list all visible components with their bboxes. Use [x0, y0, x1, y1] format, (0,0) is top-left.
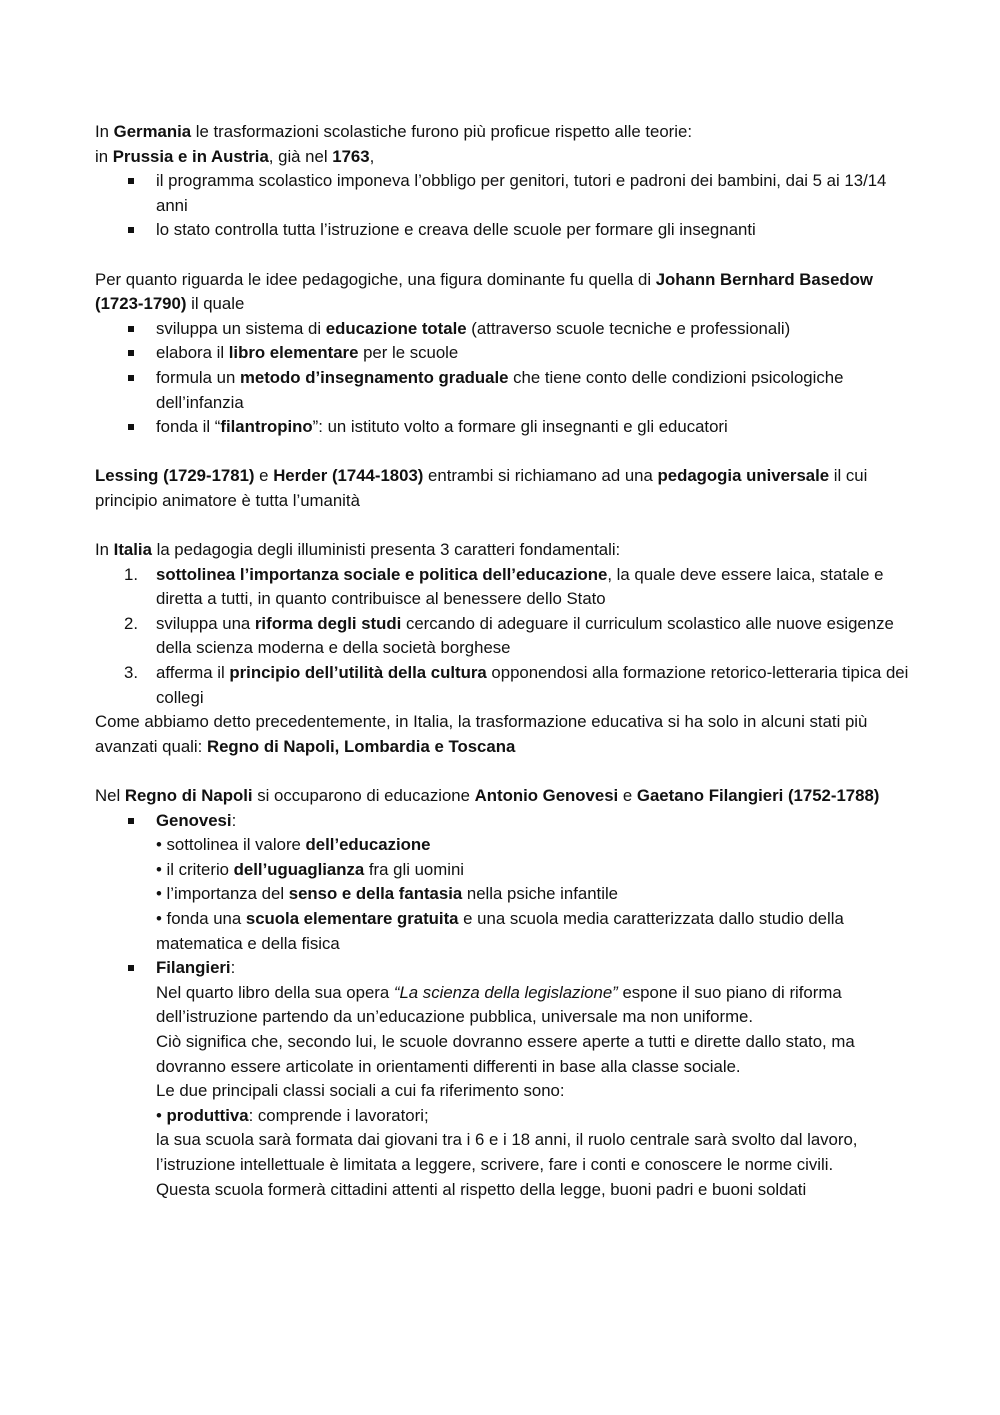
genovesi-heading: [156, 809, 910, 834]
genovesi-point: [156, 833, 910, 858]
filangieri-line: [156, 1079, 910, 1104]
italia-intro: [95, 538, 910, 563]
text-run: sviluppa un sistema di: [156, 318, 326, 338]
text-run: •: [156, 1105, 167, 1125]
text-run: afferma il: [156, 663, 230, 683]
list-number: 1.: [124, 564, 138, 584]
text-run: Genovesi: [156, 810, 232, 830]
genovesi-point: [156, 882, 910, 907]
filangieri-line: [156, 1128, 910, 1177]
text-run: dell’educazione: [305, 835, 431, 855]
text-run: si occuparono di educazione: [252, 786, 475, 806]
text-run: la pedagogia degli illuministi presenta 3 caratteri fondamentali:: [151, 540, 621, 560]
list-item: [95, 218, 910, 243]
text-run: metodo d’insegnamento graduale: [239, 367, 509, 387]
text-run: principio dell’utilità della cultura: [229, 663, 487, 683]
text-run: filantropino: [220, 417, 313, 437]
text-run: fra gli uomini: [364, 859, 465, 879]
text-run: • l’importanza del: [156, 884, 289, 904]
text-run: fonda il “: [156, 417, 221, 437]
text-run: , la quale deve essere laica, statale e diretta a tutti, in quanto contribuisce al benessere dello Stato: [156, 564, 884, 609]
list-item: [95, 612, 910, 661]
text-run: riforma degli studi: [254, 613, 402, 633]
text-run: Herder (1744-1803): [273, 466, 424, 486]
text-run: produttiva: [166, 1105, 249, 1125]
list-number: 2.: [124, 613, 138, 633]
list-item-text: [156, 614, 894, 658]
napoli-bullet-list: [95, 809, 910, 1203]
list-item-text: [156, 565, 883, 609]
text-run: Lessing (1729-1781): [95, 466, 255, 486]
text-run: Nel: [95, 786, 125, 806]
text-run: • sottolinea il valore: [156, 835, 306, 855]
text-run: ”: un istituto volto a formare gli insegnanti e gli educatori: [312, 417, 728, 437]
text-run: le trasformazioni scolastiche furono più proficue rispetto alle teorie:: [191, 122, 692, 141]
filangieri-line: [156, 1104, 910, 1129]
text-run: ,: [369, 146, 375, 166]
text-run: Italia: [113, 540, 152, 560]
list-item: [95, 341, 910, 366]
list-number: 3.: [124, 663, 138, 683]
text-run: Regno di Napoli, Lombardia e Toscana: [206, 736, 516, 756]
text-run: sviluppa una: [156, 613, 255, 633]
text-run: il programma scolastico imponeva l’obbligo per genitori, tutori e padroni dei bambini, dai 5 ai 13/14 anni: [156, 171, 887, 215]
text-run: Gaetano Filangieri (1752-1788): [636, 786, 880, 806]
text-run: :: [230, 958, 236, 978]
text-run: il cui principio animatore è tutta l’umanità: [95, 466, 868, 510]
text-run: (attraverso scuole tecniche e professionali): [466, 318, 791, 338]
text-run: Per quanto riguarda le idee pedagogiche, una figura dominante fu quella di: [95, 269, 656, 289]
text-run: In: [95, 540, 114, 560]
text-run: :: [231, 810, 237, 830]
text-run: Questa scuola formerà cittadini attenti al rispetto della legge, buoni padri e buoni soldati: [156, 1179, 807, 1199]
text-run: • il criterio: [156, 859, 234, 879]
text-run: , già nel: [268, 146, 333, 166]
text-run: il quale: [186, 294, 245, 314]
text-run: Antonio Genovesi: [474, 786, 619, 806]
filangieri-line: [156, 1030, 910, 1079]
text-run: e: [254, 466, 274, 486]
text-run: • fonda una: [156, 909, 246, 928]
text-run: opponendosi alla formazione retorico-letteraria tipica dei collegi: [156, 663, 909, 707]
list-item: [95, 415, 910, 440]
text-run: in: [95, 146, 113, 166]
text-run: e: [618, 786, 637, 806]
text-run: Ciò significa che, secondo lui, le scuole dovranno essere aperte a tutti e dirette dallo stato, ma dovranno essere articolate in orientamenti differenti in base alla classe sociale.: [156, 1031, 855, 1076]
text-run: Le due principali classi sociali a cui fa riferimento sono:: [156, 1081, 565, 1101]
document-page: [95, 120, 910, 1202]
text-run: pedagogia universale: [657, 466, 830, 486]
text-run: In: [95, 122, 114, 141]
text-run: scuola elementare gratuita: [245, 909, 459, 928]
genovesi-point: [156, 907, 910, 956]
text-run: per le scuole: [358, 343, 459, 363]
text-run: Nel quarto libro della sua opera: [156, 982, 394, 1002]
text-run: : comprende i lavoratori;: [248, 1105, 429, 1125]
list-item: [95, 169, 910, 218]
filangieri-line: [156, 1178, 910, 1203]
text-run: espone il suo piano di riforma dell’istruzione partendo da un’educazione pubblica, universale ma non uniforme.: [156, 982, 842, 1027]
text-run: e una scuola media caratterizzata dallo studio della matematica e della fisica: [156, 909, 844, 953]
text-run: elabora il: [156, 343, 229, 363]
text-run: Regno di Napoli: [124, 786, 253, 806]
filangieri-heading: [156, 956, 910, 981]
text-run: educazione totale: [325, 318, 467, 338]
text-run: la sua scuola sarà formata dai giovani tra i 6 e i 18 anni, il ruolo centrale sarà svolto dal lavoro, l’istruzione intellettuale è limitata a leggere, scrivere, fare i conti e conoscere le norme civili.: [156, 1130, 858, 1174]
text-run: senso e della fantasia: [288, 884, 463, 904]
list-item-filangieri: [95, 956, 910, 1202]
germania-line-2: [95, 145, 910, 170]
text-run: “La scienza della legislazione”: [393, 982, 618, 1002]
filangieri-line: [156, 981, 910, 1030]
text-run: sottolinea l’importanza sociale e politica dell’educazione: [156, 564, 608, 584]
text-run: nella psiche infantile: [462, 884, 619, 904]
text-run: che tiene conto delle condizioni psicologiche dell’infanzia: [156, 367, 844, 412]
list-item: [95, 563, 910, 612]
text-run: entrambi si richiamano ad una: [423, 466, 658, 486]
basedow-bullet-list: [95, 317, 910, 440]
list-item-genovesi: [95, 809, 910, 957]
lessing-herder-paragraph: [95, 464, 910, 513]
text-run: 1763: [332, 146, 370, 166]
text-run: Prussia e in Austria: [112, 146, 269, 166]
germania-bullet-list: [95, 169, 910, 243]
text-run: Germania: [113, 122, 192, 141]
list-item-text: [156, 663, 908, 707]
basedow-intro: [95, 268, 910, 317]
text-run: Filangieri: [156, 958, 231, 978]
text-run: Come abbiamo detto precedentemente, in Italia, la trasformazione educativa si ha solo in alcuni stati più avanzati quali:: [95, 712, 868, 756]
text-run: formula un: [156, 367, 240, 387]
text-run: dell’uguaglianza: [233, 859, 365, 879]
italia-outro: [95, 710, 910, 759]
napoli-intro: [95, 784, 910, 809]
text-run: cercando di adeguare il curriculum scolastico alle nuove esigenze della scienza moderna e della società borghese: [156, 613, 894, 658]
text-run: libro elementare: [228, 343, 359, 363]
text-run: Johann Bernhard Basedow (1723-1790): [95, 269, 873, 314]
list-item: [95, 317, 910, 342]
list-item: [95, 366, 910, 415]
text-run: lo stato controlla tutta l’istruzione e creava delle scuole per formare gli insegnanti: [156, 220, 756, 240]
italia-numbered-list: [95, 563, 910, 711]
genovesi-point: [156, 858, 910, 883]
germania-line-1: [95, 120, 910, 145]
list-item: [95, 661, 910, 710]
